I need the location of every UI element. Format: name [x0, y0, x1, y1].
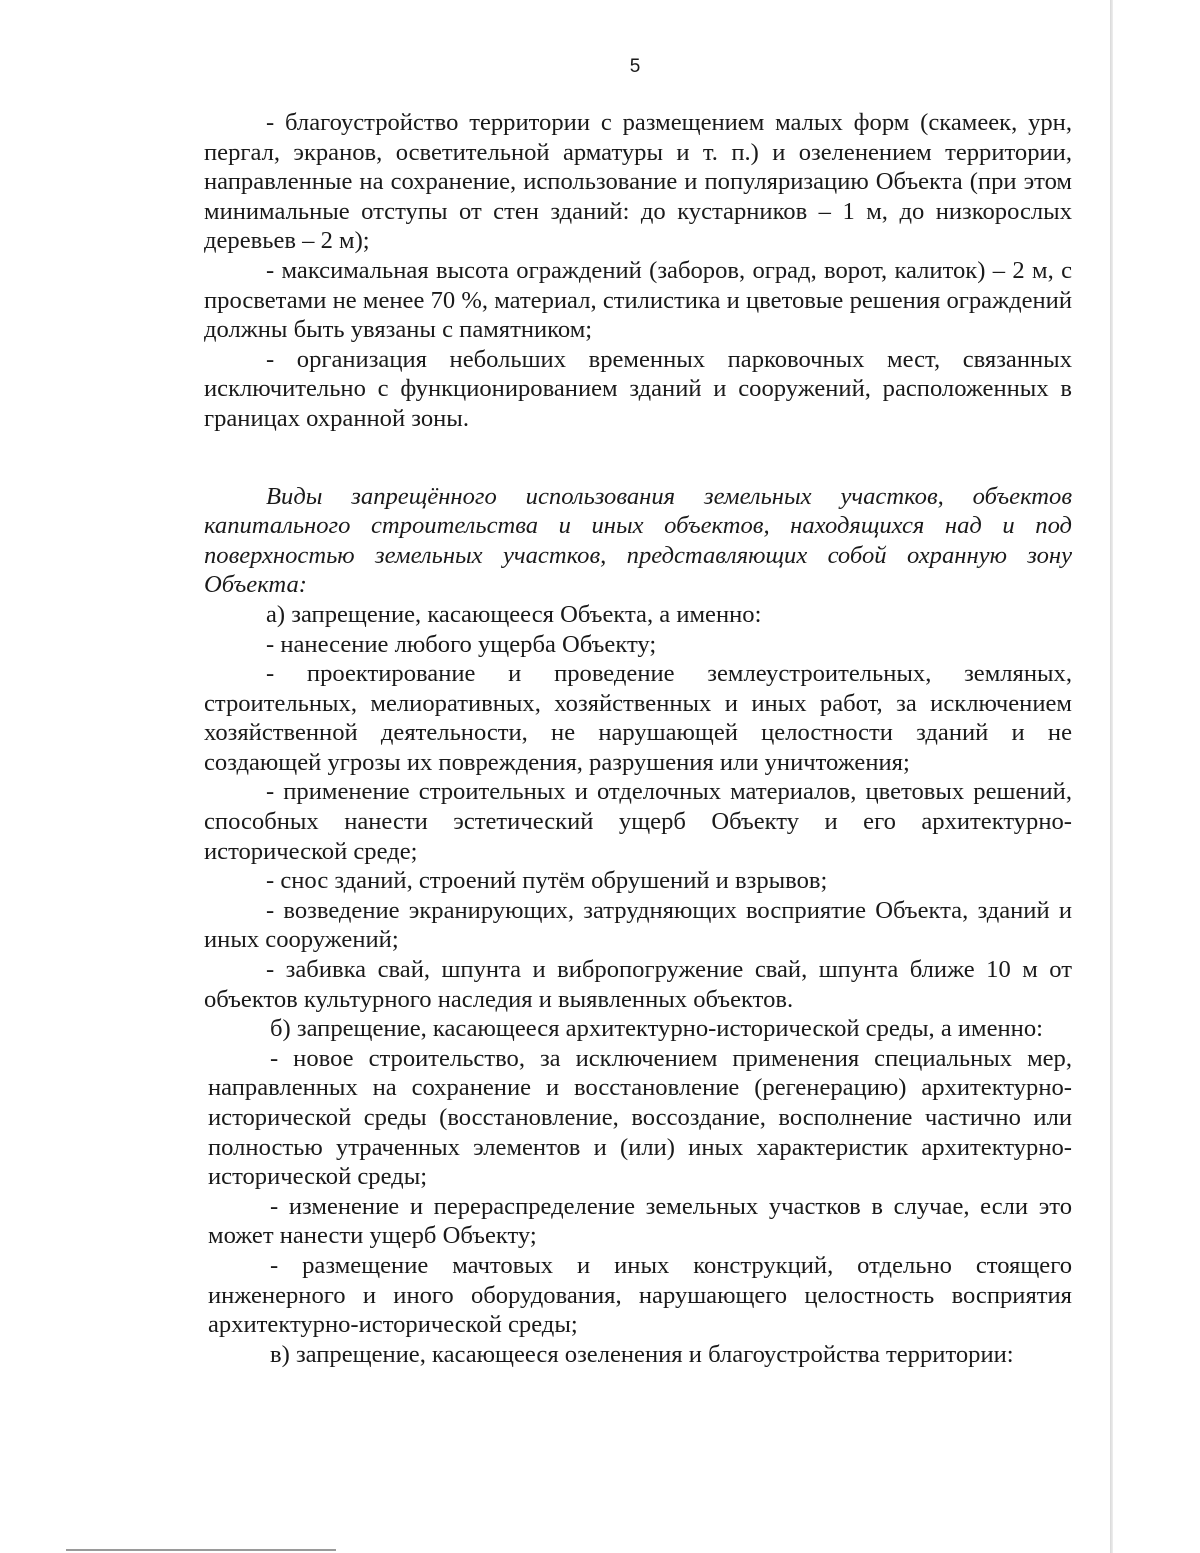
paragraph-item-a: а) запрещение, касающееся Объекта, а именно:: [266, 600, 762, 628]
paragraph-parking: - организация небольших временных парковочных мест, связанных исключительно с функционированием зданий и сооружений, расположенных в границах охранной зоны.: [204, 345, 1072, 432]
paragraph-piling: - забивка свай, шпунта и вибропогружение свай, шпунта ближе 10 м от объектов культурного наследия и выявленных объектов.: [204, 956, 1072, 1013]
footnote-divider: [66, 1549, 336, 1551]
page-number: 5: [629, 56, 641, 77]
paragraph-materials: - применение строительных и отделочных материалов, цветовых решений, способных нанести эстетический ущерб Объекту и его архитектурно-исторической среде;: [204, 778, 1072, 865]
paragraph-item-b: б) запрещение, касающееся архитектурно-исторической среды, а именно:: [270, 1015, 1043, 1043]
paragraph-design-works: - проектирование и проведение землеустроительных, земляных, строительных, мелиоративных, хозяйственных и иных работ, за исключением хозяйственной деятельности, не нарушающей целостности зданий и не создающей угрозы их повреждения, разрушения или уничтожения;: [204, 660, 1072, 776]
paragraph-item-c: в) запрещение, касающееся озеленения и благоустройства территории:: [270, 1340, 1014, 1368]
paragraph-demolition: - снос зданий, строений путём обрушений и взрывов;: [266, 867, 828, 895]
paragraph-land-plots: - изменение и перераспределение земельных участков в случае, если это может нанести ущерб Объекту;: [208, 1192, 1072, 1250]
paragraph-landscaping: - благоустройство территории с размещением малых форм (скамеек, урн, пергал, экранов, осветительной арматуры и т. п.) и озеленением территории, направленные на сохранение, использование и популяризацию Объекта (при этом минимальные отступы от стен зданий: до кустарников – 1 м, до низкорослых деревьев – 2 м);: [204, 109, 1072, 255]
section-heading-prohibited-use: Виды запрещённого использования земельных участков, объектов капитального строительства и иных объектов, находящихся над и под поверхностью земельных участков, представляющих собой охранную зону Объекта:: [204, 482, 1072, 599]
paragraph-new-construction: - новое строительство, за исключением применения специальных мер, направленных на сохранение и восстановление (регенерацию) архитектурно-исторической среды (восстановление, воссоздание, восполнение частично или полностью утраченных элементов и (или) иных характеристик архитектурно-исторической среды;: [208, 1044, 1072, 1191]
paragraph-masts: - размещение мачтовых и иных конструкций, отдельно стоящего инженерного и иного оборудования, нарушающего целостность восприятия архитектурно-исторической среды;: [208, 1251, 1072, 1339]
paragraph-fence-height: - максимальная высота ограждений (заборов, оград, ворот, калиток) – 2 м, с просветами не менее 70 %, материал, стилистика и цветовые решения ограждений должны быть увязаны с памятником;: [204, 256, 1072, 344]
paragraph-damage: - нанесение любого ущерба Объекту;: [266, 630, 657, 658]
scan-page-edge: [1110, 0, 1113, 1553]
document-body: [204, 108, 1072, 1369]
paragraph-screening: - возведение экранирующих, затрудняющих восприятие Объекта, зданий и иных сооружений;: [204, 896, 1072, 954]
